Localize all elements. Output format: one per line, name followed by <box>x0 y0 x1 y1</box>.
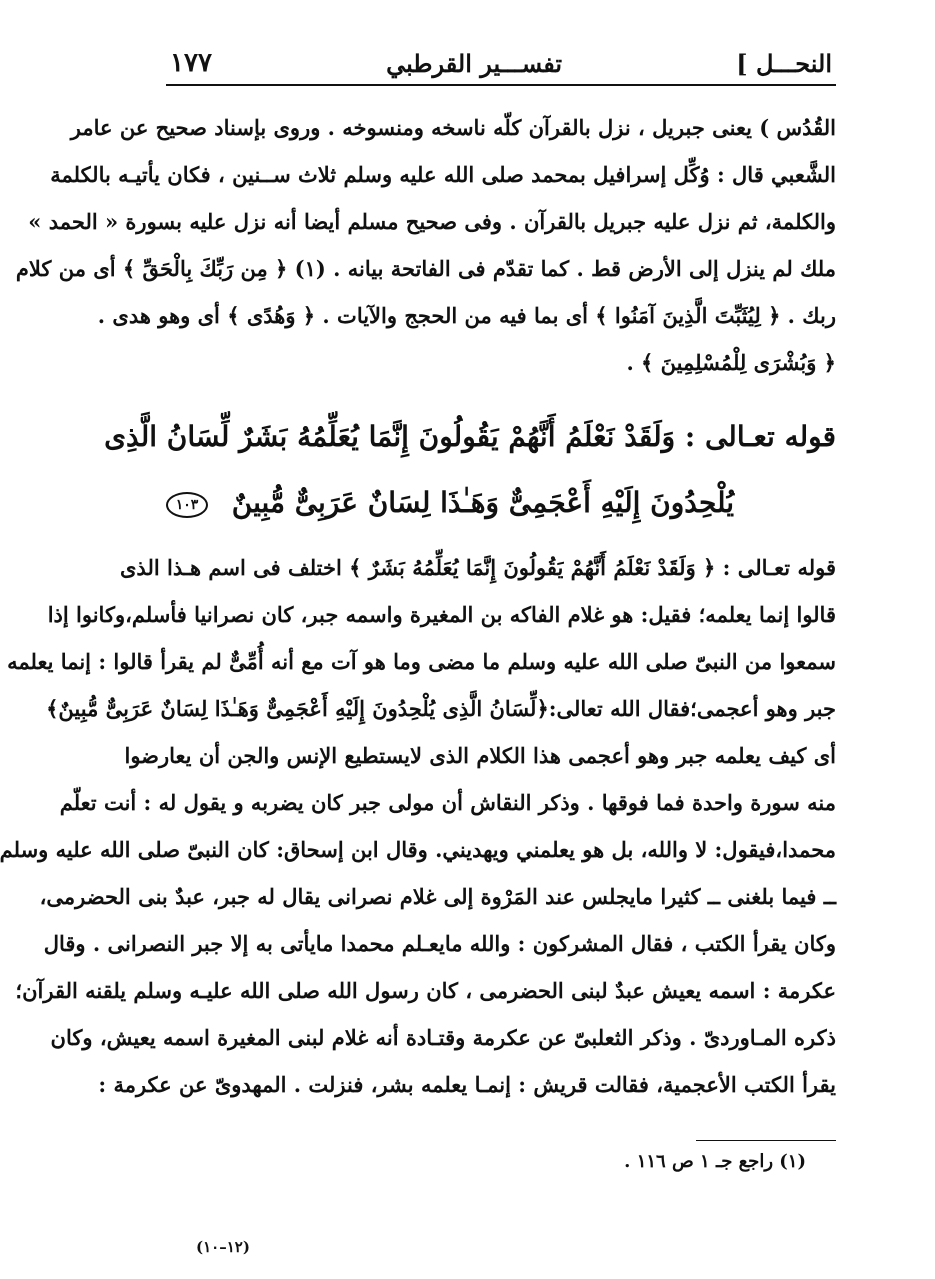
page-number: ١٧٧ <box>170 48 212 78</box>
text-line: والكلمة، ثم نزل عليه جبريل بالقرآن . وفى صحيح مسلم أيضا أنه نزل عليه بسورة « الحمد » <box>28 209 836 234</box>
footnote: (١) راجع جـ ١ ص ١١٦ . <box>624 1151 806 1172</box>
text-line: عكرمة : اسمه يعيش عبدٌ لبنى الحضرمى ، كان رسول الله صلى الله عليـه وسلم يلقنه القرآن؛ <box>15 978 836 1003</box>
running-header <box>166 48 836 86</box>
text-line: ــ فيما بلغنى ــ كثيرا مايجلس عند المَرْوة إلى غلام نصرانى يقال له جبر، عبدٌ بنى الحضرمى، <box>39 884 836 909</box>
text-line: أى كيف يعلمه جبر وهو أعجمى هذا الكلام الذى لايستطيع الإنس والجن أن يعارضوا <box>124 743 836 768</box>
text-line: منه سورة واحدة فما فوقها . وذكر النقاش أن مولى جبر كان يضربه و يقول له : أنت تعلّم <box>59 790 836 815</box>
book-title: تفســـير القرطبي <box>386 49 563 78</box>
verse-text: يُلْحِدُونَ إِلَيْهِ أَعْجَمِىٌّ وَهَـٰذَا لِسَانٌ عَرَبِىٌّ مُّبِينٌ <box>231 486 735 519</box>
text-line: ربك . ﴿ لِيُثَبِّتَ الَّذِينَ آمَنُوا ﴾ أى بما فيه من الحجج والآيات . ﴿ وَهُدًى ﴾ أى وهو هدى . <box>97 303 836 328</box>
text-line: الشَّعبي قال : وُكِّل إسرافيل بمحمد صلى الله عليه وسلم ثلاث ســنين ، فكان يأتيـه بالكلمة <box>50 162 836 187</box>
text-line: محمدا،فيقول: لا والله، بل هو يعلمني ويهديني. وقال ابن إسحاق: كان النبىّ صلى الله عليه وسلم <box>0 837 836 862</box>
text-line: يقرأ الكتب الأعجمية، فقالت قريش : إنمـا يعلمه بشر، فنزلت . المهدوىّ عن عكرمة : <box>98 1072 836 1097</box>
verse-line-end <box>166 470 836 536</box>
text-line: وكان يقرأ الكتب ، فقال المشركون : والله مايعـلم محمدا مايأتى به إلا جبر النصرانى . وقال <box>43 931 836 956</box>
paragraph-commentary-1 <box>15 104 836 386</box>
paragraph-commentary-2 <box>0 544 836 1108</box>
printer-signature: (١٢–١٠) <box>196 1238 250 1256</box>
text-line: ﴿ وَبُشْرَى لِلْمُسْلِمِينَ ﴾ . <box>626 350 836 375</box>
text-line: قالوا إنما يعلمه؛ فقيل: هو غلام الفاكه بن المغيرة واسمه جبر، كان نصرانيا فأسلم،وكانوا إذا <box>47 602 836 627</box>
page-body <box>0 104 836 1172</box>
text-line: سمعوا من النبىّ صلى الله عليه وسلم ما مضى وما هو آت مع أنه أُمِّىٌّ لم يقرأ قالوا : إنما يعلمه <box>7 649 836 674</box>
ayah-number-marker: ١٠٣ <box>166 492 208 518</box>
text-line: ذكره المـاوردىّ . وذكر الثعلبىّ عن عكرمة وقتـادة أنه غلام لبنى المغيرة اسمه يعيش، وكان <box>50 1025 836 1050</box>
text-line: ملك لم ينزل إلى الأرض قط . كما تقدّم فى الفاتحة بيانه . (١) ﴿ مِن رَبِّكَ بِالْحَقِّ ﴾ أى من كلام <box>15 256 836 281</box>
quran-verse <box>104 404 836 536</box>
text-line: جبر وهو أعجمى؛فقال الله تعالى:﴿لِّسَانُ الَّذِى يُلْحِدُونَ إِلَيْهِ أَعْجَمِىٌّ وَهَـٰذَا لِسَانٌ عَرَبِىٌّ مُّبِينٌ﴾ <box>46 696 836 721</box>
footnote-divider <box>696 1140 836 1141</box>
text-line: القُدُس ) يعنى جبريل ، نزل بالقرآن كلّه ناسخه ومنسوخه . وروى بإسناد صحيح عن عامر <box>70 115 836 140</box>
surah-name: النحـــل ] <box>736 49 832 78</box>
verse-line: قوله تعـالى : وَلَقَدْ نَعْلَمُ أَنَّهُمْ يَقُولُونَ إِنَّمَا يُعَلِّمُهُ بَشَرٌ لِّسَانُ الَّذِى <box>104 420 836 453</box>
page <box>0 48 836 1172</box>
text-line: قوله تعـالى : ﴿ وَلَقَدْ نَعْلَمُ أَنَّهُمْ يَقُولُونَ إِنَّمَا يُعَلِّمُهُ بَشَرٌ ﴾ اختلف فى اسم هـذا الذى <box>120 555 836 580</box>
